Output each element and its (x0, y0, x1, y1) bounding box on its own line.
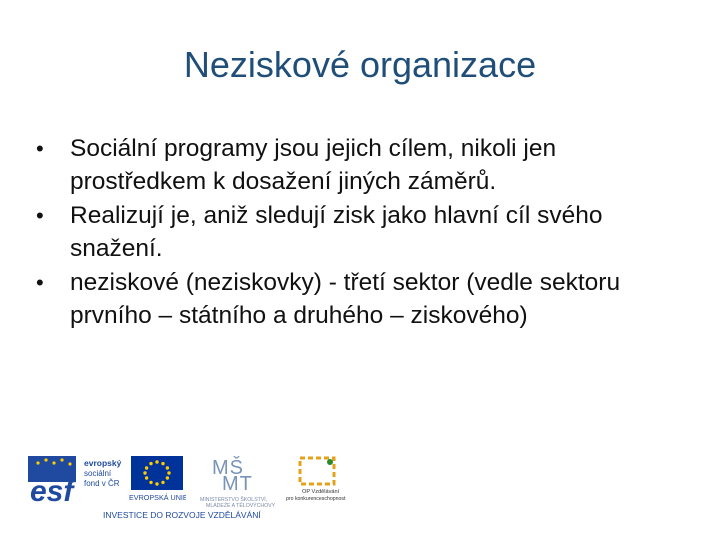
slide-title: Neziskové organizace (183, 44, 537, 85)
op-icon (286, 454, 366, 506)
funding-logos (28, 452, 368, 522)
bullet-icon: • (36, 203, 44, 228)
svg-text:EVROPSKÁ UNIE: EVROPSKÁ UNIE (129, 493, 186, 502)
bullet-text: Sociální programy jsou jejich cílem, nikoli jen prostředkem k dosažení jiných záměrů. (70, 135, 557, 195)
svg-text:MLÁDEŽE A TĚLOVÝCHOVY: MLÁDEŽE A TĚLOVÝCHOVY (206, 503, 276, 508)
msmt-icon (198, 452, 278, 508)
svg-text:esf: esf (30, 475, 74, 504)
svg-text:MŠ: MŠ (212, 457, 244, 479)
bullet-icon: • (36, 136, 44, 161)
msmt-logo (198, 452, 278, 508)
svg-text:OP Vzdělávání: OP Vzdělávání (302, 489, 340, 495)
svg-text:MINISTERSTVO ŠKOLSTVÍ,: MINISTERSTVO ŠKOLSTVÍ, (200, 497, 268, 503)
esf-tagline: INVESTICE DO ROZVOJE VZDĚLÁVÁNÍ (103, 510, 261, 520)
svg-text:sociální: sociální (84, 469, 112, 478)
svg-text:fond v ČR: fond v ČR (84, 479, 120, 488)
bullet-text: neziskové (neziskovky) - třetí sektor (vedle sektoru prvního – státního a druhého – ziskového) (70, 269, 621, 329)
svg-text:MT: MT (222, 473, 253, 495)
eu-logo (128, 456, 186, 502)
bullet-icon: • (36, 270, 44, 295)
esf-icon (28, 456, 128, 504)
bullet-list (34, 133, 674, 334)
svg-text:pro konkurenceschopnost: pro konkurenceschopnost (286, 496, 346, 502)
eu-flag-icon (128, 456, 186, 502)
bullet-item (34, 200, 674, 265)
bullet-text: Realizují je, aniž sledují zisk jako hlavní cíl svého snažení. (70, 202, 603, 262)
esf-logo (28, 456, 128, 504)
bullet-item (34, 133, 674, 198)
svg-text:evropský: evropský (84, 458, 122, 468)
bullet-item (34, 267, 674, 332)
op-logo (286, 454, 366, 506)
